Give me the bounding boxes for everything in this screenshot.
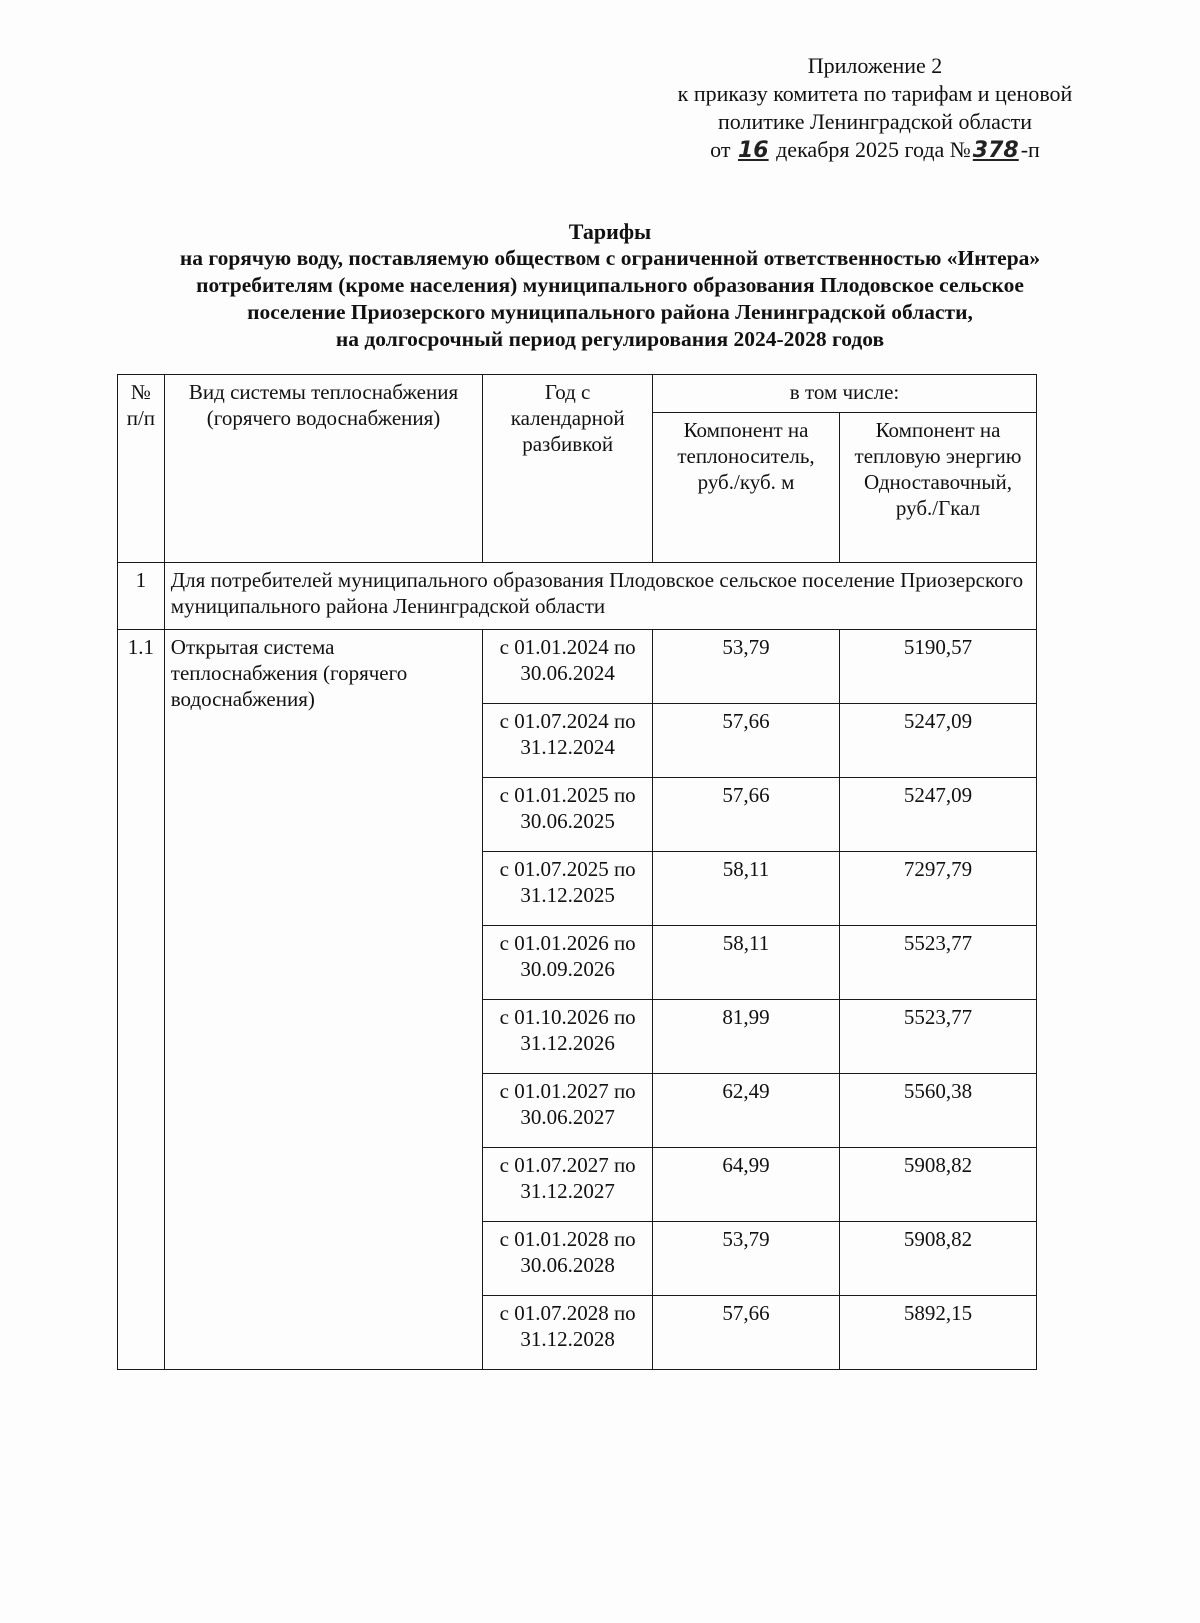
period-cell: с 01.01.2027 по 30.06.2027 (483, 1074, 653, 1148)
group-num: 1.1 (118, 630, 165, 1370)
carrier-value-cell: 81,99 (653, 1000, 840, 1074)
period-cell: с 01.01.2028 по 30.06.2028 (483, 1222, 653, 1296)
handwritten-order-number: 378 (972, 138, 1019, 163)
appendix-committee-line: политике Ленинградской области (717, 109, 1032, 134)
carrier-value-cell: 53,79 (653, 1222, 840, 1296)
energy-value-cell: 5523,77 (840, 926, 1037, 1000)
header-num: № п/п (118, 375, 165, 563)
energy-value-cell: 5523,77 (840, 1000, 1037, 1074)
period-cell: с 01.01.2024 по 30.06.2024 (483, 630, 653, 704)
period-cell: с 01.07.2025 по 31.12.2025 (483, 852, 653, 926)
section-row (118, 563, 1037, 630)
energy-value-cell: 7297,79 (840, 852, 1037, 926)
period-cell: с 01.01.2026 по 30.09.2026 (483, 926, 653, 1000)
carrier-value-cell: 57,66 (653, 704, 840, 778)
period-cell: с 01.07.2028 по 31.12.2028 (483, 1296, 653, 1370)
header-including: в том числе: (653, 375, 1037, 413)
header-kind: Вид системы теплоснабжения (горячего водоснабжения) (164, 375, 482, 563)
energy-value-cell: 5190,57 (840, 630, 1037, 704)
table-body (118, 630, 1037, 1370)
energy-value-cell: 5247,09 (840, 778, 1037, 852)
table-header-row (118, 375, 1037, 413)
header-component-energy: Компонент на тепловую энергию Одноставочный, руб./Гкал (840, 413, 1037, 563)
title-line-2: потребителям (кроме населения) муниципального образования Плодовское сельское (196, 273, 1024, 297)
title-line-4: на долгосрочный период регулирования 2024-2028 годов (335, 327, 885, 351)
section-num: 1 (118, 563, 165, 630)
energy-value-cell: 5892,15 (840, 1296, 1037, 1370)
appendix-title: Приложение 2 (807, 53, 943, 78)
energy-value-cell: 5560,38 (840, 1074, 1037, 1148)
carrier-value-cell: 64,99 (653, 1148, 840, 1222)
document-title (90, 218, 1130, 353)
period-cell: с 01.10.2026 по 31.12.2026 (483, 1000, 653, 1074)
section-text: Для потребителей муниципального образования Плодовское сельское поселение Приозерского муниципального района Ленинградской области (164, 563, 1036, 630)
period-cell: с 01.01.2025 по 30.06.2025 (483, 778, 653, 852)
appendix-header (640, 52, 1110, 165)
carrier-value-cell: 62,49 (653, 1074, 840, 1148)
table-row (118, 630, 1037, 704)
period-cell: с 01.07.2024 по 31.12.2024 (483, 704, 653, 778)
energy-value-cell: 5908,82 (840, 1148, 1037, 1222)
carrier-value-cell: 57,66 (653, 778, 840, 852)
date-prefix: от (710, 137, 731, 162)
carrier-value-cell: 58,11 (653, 926, 840, 1000)
appendix-date-line (640, 136, 1110, 165)
carrier-value-cell: 53,79 (653, 630, 840, 704)
handwritten-day: 16 (737, 138, 769, 163)
appendix-order-line: к приказу комитета по тарифам и ценовой (677, 81, 1073, 106)
title-heading: Тарифы (568, 219, 652, 244)
energy-value-cell: 5247,09 (840, 704, 1037, 778)
title-line-3: поселение Приозерского муниципального района Ленинградской области, (247, 300, 973, 324)
carrier-value-cell: 58,11 (653, 852, 840, 926)
tariffs-table (117, 374, 1037, 1370)
energy-value-cell: 5908,82 (840, 1222, 1037, 1296)
header-period: Год с календарной разбивкой (483, 375, 653, 563)
date-rest: декабря 2025 года № (776, 137, 971, 162)
period-cell: с 01.07.2027 по 31.12.2027 (483, 1148, 653, 1222)
order-suffix: -п (1020, 137, 1040, 162)
title-line-1: на горячую воду, поставляемую обществом с ограниченной ответственностью «Интера» (179, 246, 1041, 270)
carrier-value-cell: 57,66 (653, 1296, 840, 1370)
group-kind: Открытая система теплоснабжения (горячего водоснабжения) (164, 630, 482, 1370)
header-component-carrier: Компонент на теплоноситель, руб./куб. м (653, 413, 840, 563)
